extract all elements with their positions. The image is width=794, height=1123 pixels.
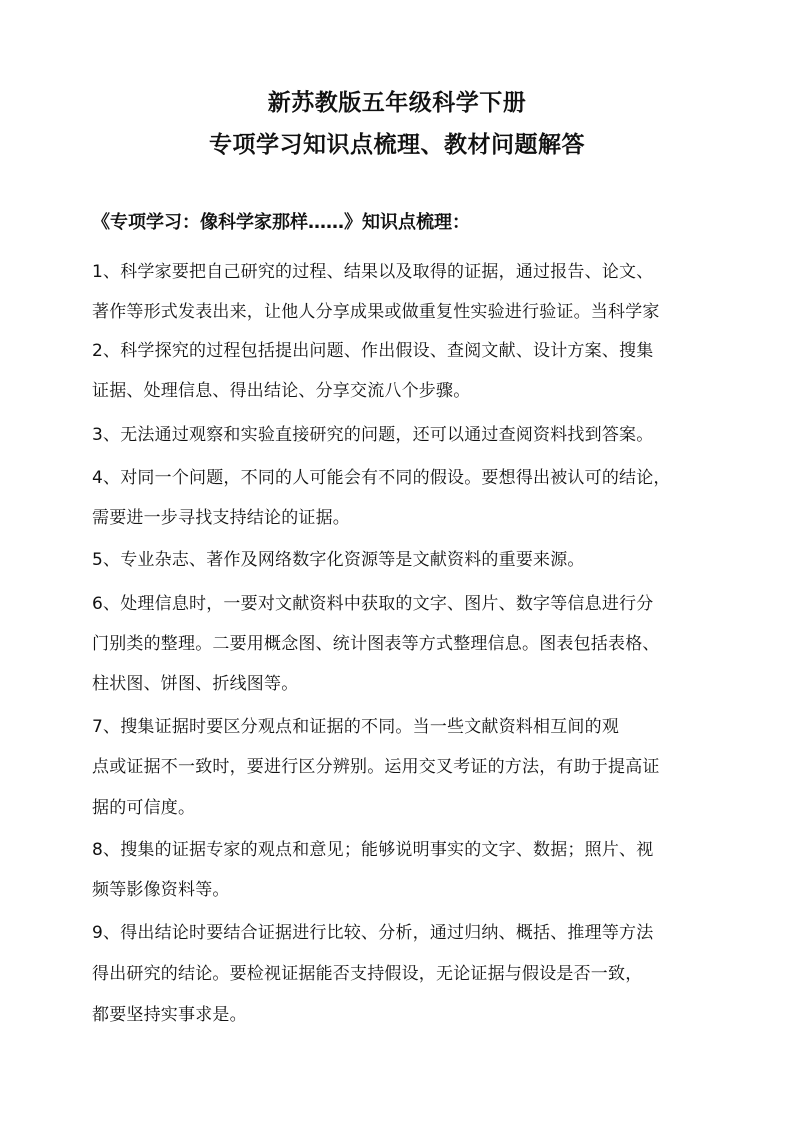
section-heading: 《专项学习：像科学家那样……》知识点梳理：	[92, 212, 470, 233]
text-line: 1、科学家要把自己研究的过程、结果以及取得的证据，通过报告、论文、	[92, 262, 654, 282]
text-line: 门别类的整理。二要用概念图、统计图表等方式整理信息。图表包括表格、	[92, 634, 660, 654]
text-line: 都要坚持实事求是。	[92, 1005, 247, 1025]
text-line: 著作等形式发表出来，让他人分享成果或做重复性实验进行验证。当科学家	[92, 302, 660, 322]
text-line: 4、对同一个问题，不同的人可能会有不同的假设。要想得出被认可的结论，	[92, 468, 671, 488]
text-line: 证据、处理信息、得出结论、分享交流八个步骤。	[92, 381, 471, 401]
text-line: 频等影像资料等。	[92, 880, 230, 900]
text-line: 2、科学探究的过程包括提出问题、作出假设、查阅文献、设计方案、搜集	[92, 341, 654, 361]
text-line: 9、得出结论时要结合证据进行比较、分析，通过归纳、概括、推理等方法	[92, 923, 654, 943]
text-line: 据的可信度。	[92, 798, 196, 818]
text-line: 8、搜集的证据专家的观点和意见；能够说明事实的文字、数据；照片、视	[92, 840, 654, 860]
text-line: 得出研究的结论。要检视证据能否支持假设，无论证据与假设是否一致，	[92, 964, 643, 984]
text-line: 7、搜集证据时要区分观点和证据的不同。当一些文献资料相互间的观	[92, 717, 620, 737]
text-line: 柱状图、饼图、折线图等。	[92, 674, 299, 694]
document-title-line-2: 专项学习知识点梳理、教材问题解答	[209, 132, 585, 158]
document-title-line-1: 新苏教版五年级科学下册	[267, 90, 527, 116]
text-line: 3、无法通过观察和实验直接研究的问题，还可以通过查阅资料找到答案。	[92, 425, 654, 445]
text-line: 点或证据不一致时，要进行区分辨别。运用交叉考证的方法，有助于提高证	[92, 757, 660, 777]
text-line: 需要进一步寻找支持结论的证据。	[92, 508, 350, 528]
text-line: 6、处理信息时，一要对文献资料中获取的文字、图片、数字等信息进行分	[92, 594, 654, 614]
text-line: 5、专业杂志、著作及网络数字化资源等是文献资料的重要来源。	[92, 550, 585, 570]
